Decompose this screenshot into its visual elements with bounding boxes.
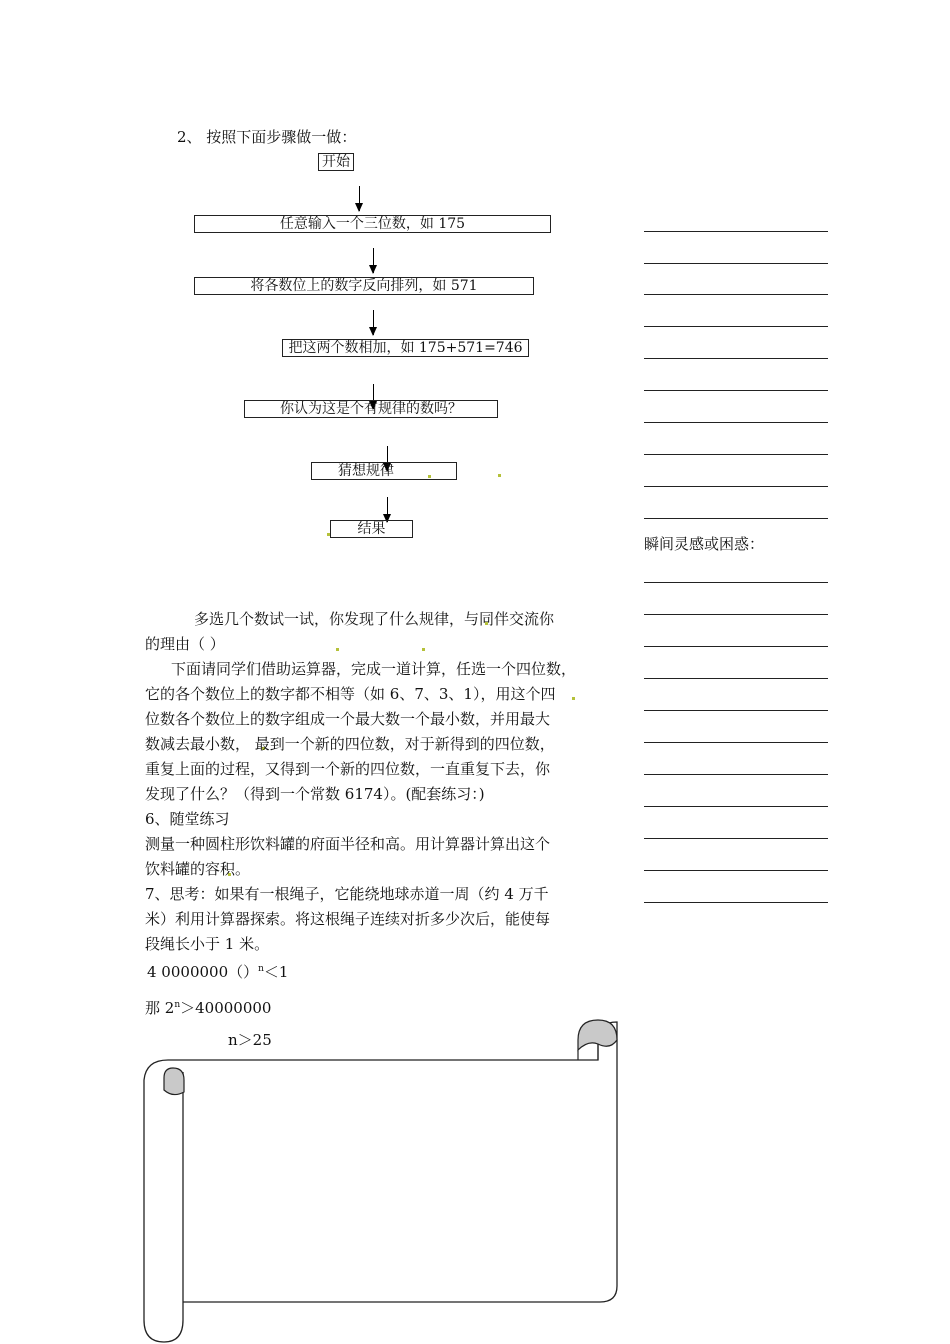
flow-arrow-3: [373, 310, 374, 335]
section-heading: 6、随堂练习: [145, 810, 230, 828]
answer-line: [644, 838, 828, 839]
math-text: 4 0000000（）: [147, 963, 259, 981]
answer-line: [644, 742, 828, 743]
flow-step2-box: 将各数位上的数字反向排列，如 571: [194, 277, 534, 295]
flow-step1-box: 任意输入一个三位数，如 175: [194, 215, 551, 233]
answer-line: [644, 326, 828, 327]
scan-dot: [572, 697, 575, 700]
answer-line: [644, 902, 828, 903]
body-line: 饮料罐的容积。: [145, 860, 251, 878]
flow-step5-box: 猜想规律: [311, 462, 457, 480]
answer-line: [644, 390, 828, 391]
answer-line: [644, 614, 828, 615]
scroll-graphic: [135, 1015, 630, 1344]
math-exponent: n: [258, 964, 264, 974]
body-line: 发现了什么？（得到一个常数 6174）。(配套练习：): [145, 785, 485, 803]
answer-line: [644, 710, 828, 711]
answer-line: [644, 454, 828, 455]
scan-dot: [498, 474, 501, 477]
step-heading: 2、 按照下面步骤做一做：: [177, 128, 357, 146]
body-line: 段绳长小于 1 米。: [145, 935, 270, 953]
flow-arrow-6: [387, 497, 388, 522]
scan-dot: [327, 533, 330, 536]
answer-line: [644, 806, 828, 807]
math-text: 那 2: [145, 999, 175, 1017]
answer-line: [644, 646, 828, 647]
answer-line: [644, 774, 828, 775]
math-text: ＜1: [263, 963, 289, 981]
body-line: 多选几个数试一试，你发现了什么规律，与同伴交流你: [194, 610, 555, 628]
scan-dot: [428, 475, 431, 478]
scan-dot: [336, 648, 339, 651]
body-line: 的理由（ ）: [145, 635, 225, 653]
sidebar-label: 瞬间灵感或困惑：: [644, 535, 765, 553]
answer-line: [644, 870, 828, 871]
math-inequality-1: [147, 957, 288, 985]
answer-line: [644, 422, 828, 423]
flow-end-box: 结果: [330, 520, 413, 538]
body-line: 重复上面的过程，又得到一个新的四位数，一直重复下去，你: [145, 760, 551, 778]
answer-line: [644, 358, 828, 359]
scan-dot: [422, 648, 425, 651]
flow-arrow-1: [359, 186, 360, 211]
body-line: 位数各个数位上的数字组成一个最大数一个最小数，并用最大: [145, 710, 551, 728]
scroll-sheet-outline: [168, 1022, 617, 1302]
flow-step4-box: 你认为这是个有规律的数吗？: [244, 400, 498, 418]
body-line: 数减去最小数， 最到一个新的四位数，对于新得到的四位数，: [145, 735, 555, 753]
answer-line: [644, 582, 828, 583]
scroll-left-curl: [164, 1068, 184, 1095]
section-heading: 7、思考：如果有一根绳子，它能绕地球赤道一周（约 4 万千: [145, 885, 549, 903]
body-line: 它的各个数位上的数字都不相等（如 6、7、3、1），用这个四: [145, 685, 556, 703]
math-exponent: n: [174, 1000, 181, 1010]
answer-line: [644, 263, 828, 264]
answer-line: [644, 518, 828, 519]
flow-start-box: 开始: [318, 153, 354, 171]
answer-line: [644, 231, 828, 232]
scroll-top-edge: [144, 1060, 183, 1342]
body-line: 米）利用计算器探索。将这根绳子连续对折多少次后，能使每: [145, 910, 551, 928]
body-line: 测量一种圆柱形饮料罐的府面半径和高。用计算器计算出这个: [145, 835, 551, 853]
flow-step3-box: 把这两个数相加，如 175+571=746: [282, 339, 529, 357]
answer-line: [644, 678, 828, 679]
math-text: ＞40000000: [180, 999, 272, 1017]
answer-line: [644, 294, 828, 295]
math-inequality-3: n＞25: [228, 1031, 272, 1049]
flow-arrow-2: [373, 248, 374, 273]
answer-line: [644, 486, 828, 487]
body-line: 下面请同学们借助运算器，完成一道计算，任选一个四位数，: [171, 660, 577, 678]
